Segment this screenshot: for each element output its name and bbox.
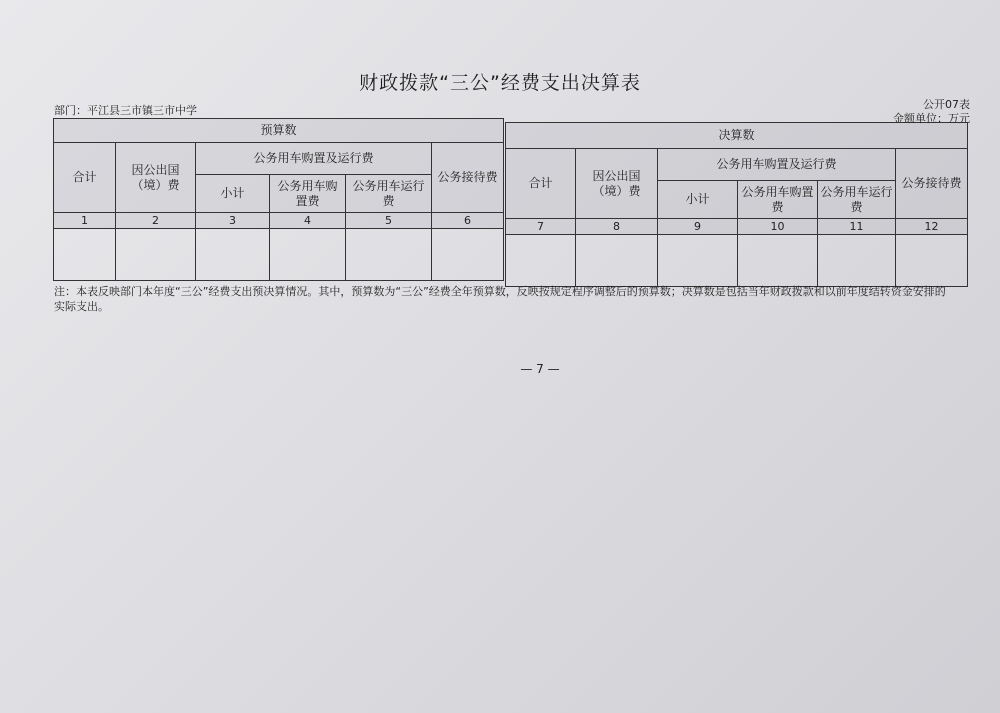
budget-vehicle-header: 公务用车购置及运行费 <box>196 143 432 175</box>
data-cell <box>818 235 896 287</box>
column-number: 9 <box>658 219 738 235</box>
budget-vehicle-operation-header: 公务用车运行费 <box>346 175 432 213</box>
amount-unit: 金额单位：万元 <box>893 112 970 125</box>
final-table-wrap <box>505 122 968 287</box>
data-cell <box>116 229 196 281</box>
budget-abroad-header: 因公出国（境）费 <box>116 143 196 213</box>
department-label: 部门：平江县三市镇三市中学 <box>54 104 197 117</box>
column-number: 2 <box>116 213 196 229</box>
final-vehicle-purchase-header: 公务用车购置费 <box>738 181 818 219</box>
column-number: 11 <box>818 219 896 235</box>
final-reception-header: 公务接待费 <box>896 149 968 219</box>
final-abroad-header: 因公出国（境）费 <box>576 149 658 219</box>
column-number: 10 <box>738 219 818 235</box>
final-subtotal-header: 小计 <box>658 181 738 219</box>
budget-table-wrap <box>53 118 504 281</box>
budget-subtotal-header: 小计 <box>196 175 270 213</box>
column-number: 1 <box>54 213 116 229</box>
data-cell <box>896 235 968 287</box>
data-cell <box>346 229 432 281</box>
column-number: 4 <box>270 213 346 229</box>
final-vehicle-operation-header: 公务用车运行费 <box>818 181 896 219</box>
budget-reception-header: 公务接待费 <box>432 143 504 213</box>
page-title: 财政拨款“三公”经费支出决算表 <box>359 72 641 94</box>
data-cell <box>54 229 116 281</box>
table-note: 注：本表反映部门本年度“三公”经费支出预决算情况。其中，预算数为“三公”经费全年预算数，反映按规定程序调整后的预算数；决算数是包括当年财政拨款和以前年度结转资金安排的实际支出。 <box>54 285 946 313</box>
data-cell <box>576 235 658 287</box>
data-cell <box>738 235 818 287</box>
column-number: 5 <box>346 213 432 229</box>
data-cell <box>270 229 346 281</box>
form-number: 公开07表 <box>923 98 970 111</box>
page-number: — 7 — <box>520 362 560 376</box>
column-number: 8 <box>576 219 658 235</box>
budget-header: 预算数 <box>54 119 504 143</box>
column-number: 12 <box>896 219 968 235</box>
data-cell <box>196 229 270 281</box>
final-header: 决算数 <box>506 123 968 149</box>
data-cell <box>432 229 504 281</box>
budget-vehicle-purchase-header: 公务用车购置费 <box>270 175 346 213</box>
column-number: 3 <box>196 213 270 229</box>
column-number: 7 <box>506 219 576 235</box>
budget-total-header: 合计 <box>54 143 116 213</box>
final-total-header: 合计 <box>506 149 576 219</box>
column-number: 6 <box>432 213 504 229</box>
final-table <box>505 122 968 287</box>
data-cell <box>658 235 738 287</box>
final-vehicle-header: 公务用车购置及运行费 <box>658 149 896 181</box>
budget-table <box>53 118 504 281</box>
data-cell <box>506 235 576 287</box>
